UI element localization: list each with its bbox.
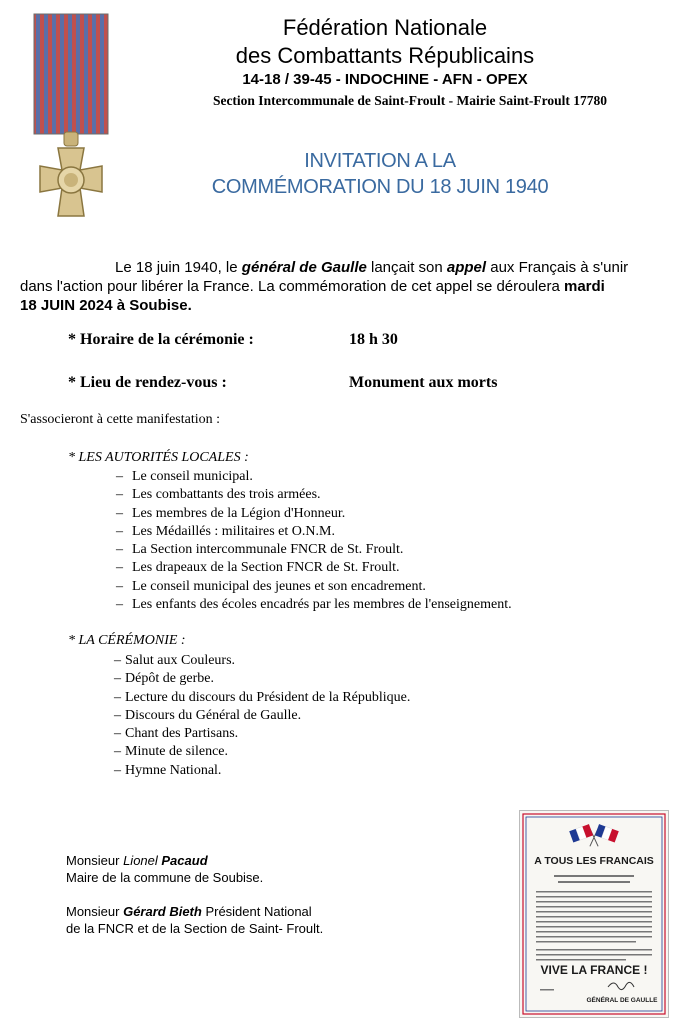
authorities-title: * LES AUTORITÉS LOCALES : — [68, 450, 249, 465]
list-item: – Les Médaillés : militaires et O.N.M. — [116, 523, 335, 539]
associate-text: S'associeront à cette manifestation : — [20, 412, 221, 427]
authorities-list — [116, 468, 512, 614]
list-item: – Lecture du discours du Président de la République. — [114, 689, 411, 705]
time-label: * Horaire de la cérémonie : — [68, 331, 254, 348]
list-item: – Les drapeaux de la Section FNCR de St. Froult. — [116, 560, 400, 576]
invitation-title-line1: INVITATION A LA — [304, 150, 456, 172]
ceremony-list — [114, 652, 410, 780]
signatory-mayor: Monsieur Lionel Pacaud Maire de la commune de Soubise. — [66, 853, 264, 885]
poster-title: A TOUS LES FRANCAIS — [534, 855, 654, 867]
list-item: – Les membres de la Légion d'Honneur. — [116, 505, 346, 521]
medal-image — [28, 12, 114, 220]
poster-signature: GÉNÉRAL DE GAULLE — [586, 997, 658, 1004]
list-item: – Minute de silence. — [114, 744, 229, 760]
org-name-line1: Fédération Nationale — [282, 15, 488, 40]
list-item: – Les combattants des trois armées. — [116, 487, 321, 503]
list-item: – Chant des Partisans. — [114, 726, 239, 742]
time-value: 18 h 30 — [349, 331, 398, 348]
place-label: * Lieu de rendez-vous : — [68, 374, 227, 391]
list-item: – Le conseil municipal des jeunes et son encadrement. — [116, 578, 426, 594]
org-section: Section Intercommunale de Saint-Froult - Mairie Saint-Froult 17780 — [212, 93, 608, 108]
list-item: – Salut aux Couleurs. — [114, 653, 236, 668]
ceremony-title: * LA CÉRÉMONIE : — [68, 633, 186, 648]
org-name-line2: des Combattants Républicains — [235, 43, 535, 68]
place-value: Monument aux morts — [349, 374, 498, 391]
intro-paragraph: Le 18 juin 1940, le général de Gaulle lançait son appel aux Français à s'unir dans l'action pour libérer la France. La commémoration de cet appel se déroulera mardi 18 JUIN 2024 à Soubise. — [20, 259, 629, 314]
signatory-president: Monsieur Gérard Bieth Président National de la FNCR et de la Section de Saint- Froult. — [66, 904, 324, 936]
list-item: – Dépôt de gerbe. — [114, 671, 215, 687]
invitation-title-line2: COMMÉMORATION DU 18 JUIN 1940 — [211, 176, 549, 198]
list-item: – Discours du Général de Gaulle. — [114, 707, 302, 723]
appeal-poster-image — [519, 810, 669, 1018]
list-item: – La Section intercommunale FNCR de St. Froult. — [116, 542, 404, 558]
org-conflicts: 14-18 / 39-45 - INDOCHINE - AFN - OPEX — [242, 71, 528, 88]
poster-slogan: VIVE LA FRANCE ! — [540, 963, 648, 977]
list-item: – Le conseil municipal. — [116, 469, 253, 484]
list-item: – Les enfants des écoles encadrés par les membres de l'enseignement. — [116, 597, 512, 613]
poster-graphic — [520, 811, 668, 1017]
list-item: – Hymne National. — [114, 762, 222, 778]
